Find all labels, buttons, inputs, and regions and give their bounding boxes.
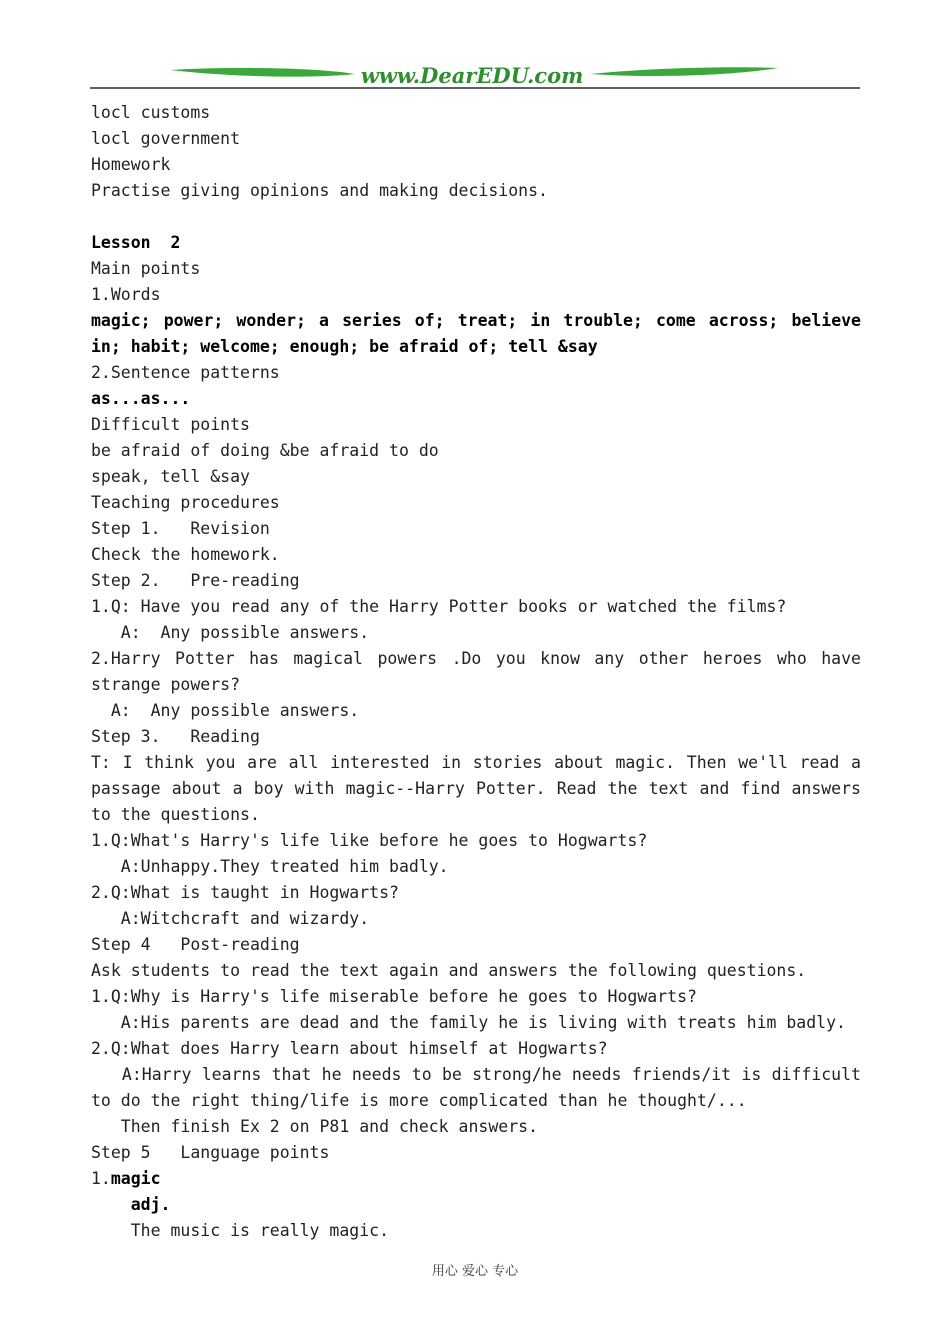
question-line: 2.Q:What is taught in Hogwarts? [91,883,399,902]
text-line: be afraid of doing &be afraid to do [91,441,439,460]
answer-line: A:Unhappy.They treated him badly. [91,857,449,876]
blank-line [91,204,861,230]
lesson-heading: Lesson 2 [91,233,181,252]
question-line: 1.Q:What's Harry's life like before he goes to Hogwarts? [91,831,648,850]
dearedu-logo-banner [90,58,860,90]
text-line: 1.Words [91,285,161,304]
text-line: Teaching procedures [91,493,280,512]
answer-line: A:His parents are dead and the family he is living with treats him badly. [91,1013,846,1032]
language-point-item [91,1166,861,1192]
part-of-speech: adj. [91,1195,171,1214]
step-heading: Step 1. Revision [91,519,270,538]
step-heading: Step 3. Reading [91,727,260,746]
text-line: speak, tell &say [91,467,250,486]
paragraph: T: I think you are all interested in stories about magic. Then we'll read a passage about a boy with magic--Harry Potter. Read the text and find answers to the questions. [91,753,871,824]
item-number: 1. [91,1169,111,1188]
text-line: Main points [91,259,201,278]
text-line: Practise giving opinions and making decisions. [91,181,548,200]
text-line: Check the homework. [91,545,280,564]
step-heading: Step 4 Post-reading [91,935,300,954]
text-line: Then finish Ex 2 on P81 and check answers. [91,1117,539,1136]
question-line: 2.Q:What does Harry learn about himself at Hogwarts? [91,1039,608,1058]
example-sentence: The music is really magic. [91,1221,390,1240]
question-line: 1.Q:Why is Harry's life miserable before he goes to Hogwarts? [91,987,697,1006]
text-line: locl government [91,129,241,148]
text-line: Ask students to read the text again and answers the following questions. [91,961,807,980]
question-line: 1.Q: Have you read any of the Harry Potter books or watched the films? [91,597,787,616]
language-point-word: magic [110,1169,161,1188]
answer-line: A: Any possible answers. [91,701,360,720]
text-line: locl customs [91,103,211,122]
page-header [90,58,860,90]
text-line: Difficult points [91,415,250,434]
answer-line: A:Witchcraft and wizardy. [91,909,370,928]
word-list: magic; power; wonder; a series of; treat; in trouble; come across; believe in; habit; welcome; enough; be afraid of; tell &say [91,311,871,356]
step-heading: Step 5 Language points [91,1143,330,1162]
sentence-pattern: as...as... [91,389,191,408]
logo-text: www.DearEDU.com [360,63,584,88]
document-body [91,100,871,1244]
text-line: 2.Sentence patterns [91,363,280,382]
page-footer: 用心 爱心 专心 [431,1264,519,1279]
answer-line: A: Any possible answers. [91,623,370,642]
question-line: 2.Harry Potter has magical powers .Do you know any other heroes who have strange powers? [91,649,871,694]
answer-line: A:Harry learns that he needs to be strong/he needs friends/it is difficult to do the right thing/life is more complicated than he thought/... [91,1065,871,1110]
step-heading: Step 2. Pre-reading [91,571,300,590]
text-line: Homework [91,155,171,174]
